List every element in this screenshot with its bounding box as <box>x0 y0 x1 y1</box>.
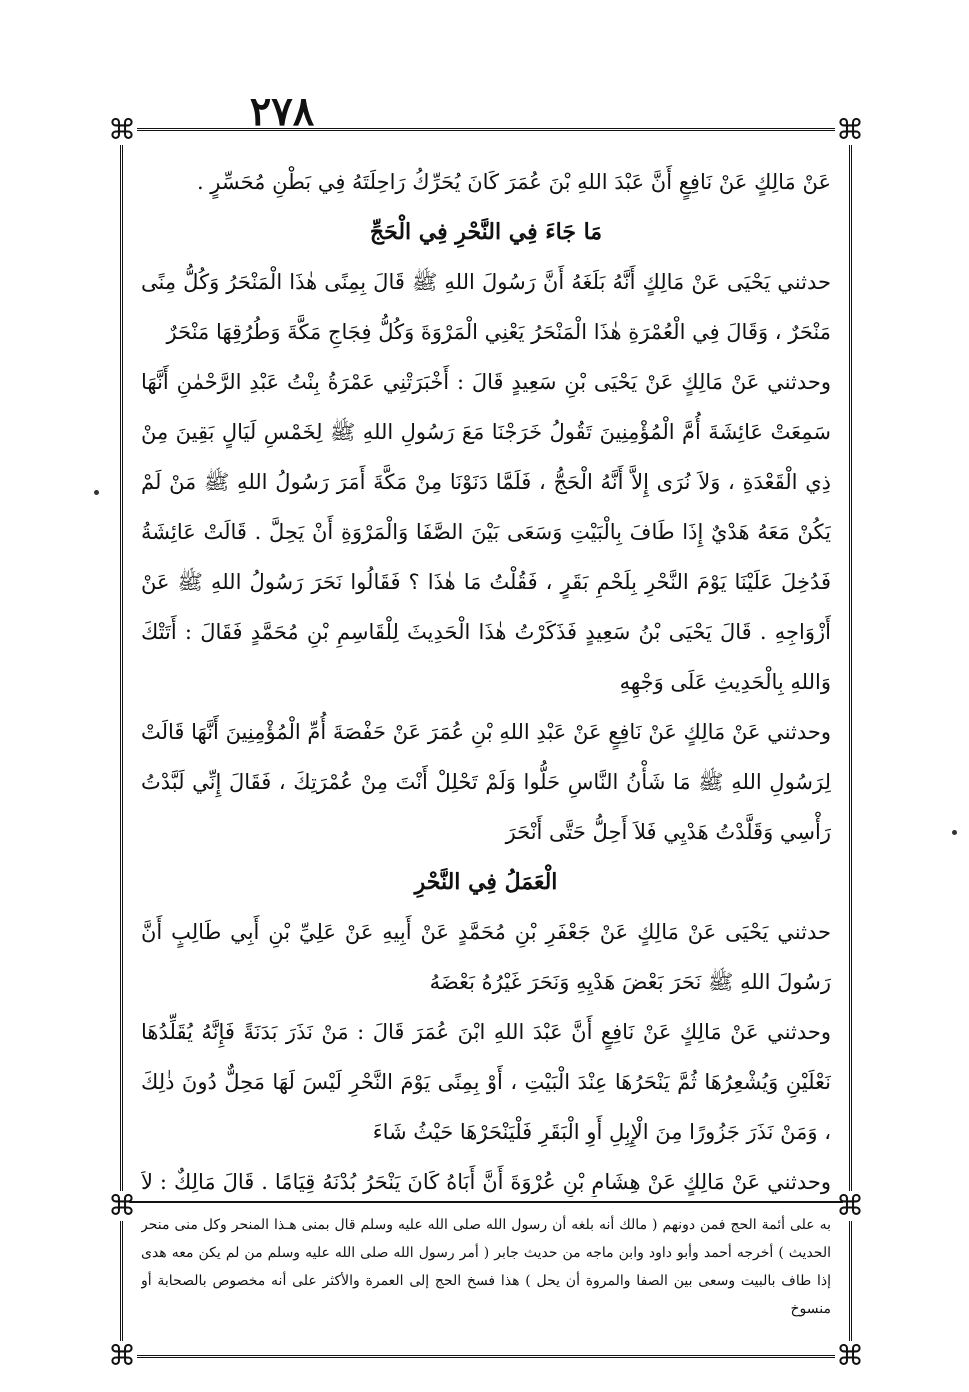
paragraph: حدثني يَحْيَى عَنْ مَالِكٍ أَنَّهُ بَلَغَهُ أَنَّ رَسُولَ اللهِ ﷺ قَالَ بِمِنًى هٰذَا الْمَنْحَرُ وَكُلُّ مِنًى مَنْحَرٌ ، وَقَالَ فِي الْعُمْرَةِ هٰذَا الْمَنْحَرُ يَعْنِي الْمَرْوَةَ وَكُلُّ فِجَاجِ مَكَّةَ وَطُرُقِهَا مَنْحَرٌ <box>141 270 831 344</box>
paragraph: وحدثني عَنْ مَالِكٍ عَنْ هِشَامِ بْنِ عُرْوَةَ أَنَّ أَبَاهُ كَانَ يَنْحَرُ بُدْنَهُ قِيَامًا . قَالَ مَالِكٌ : لاَ <box>141 1170 831 1194</box>
paragraph: وحدثني عَنْ مَالِكٍ عَنْ نَافِعٍ عَنْ عَبْدِ اللهِ بْنِ عُمَرَ عَنْ حَفْصَةَ أُمِّ الْمُؤْمِنِينَ أَنَّهَا قَالَتْ لِرَسُولِ اللهِ ﷺ مَا شَأْنُ النَّاسِ حَلُّوا وَلَمْ تَحْلِلْ أَنْتَ مِنْ عُمْرَتِكَ ، فَقَالَ إِنِّي لَبَّدْتُ رَأْسِي وَقَلَّدْتُ هَدْيِي فَلاَ أَحِلُّ حَتَّى أَنْحَرَ <box>141 720 831 844</box>
scan-speck <box>94 490 99 495</box>
page-frame <box>108 113 864 1372</box>
paragraph: عَنْ مَالِكٍ عَنْ نَافِعٍ أَنَّ عَبْدَ اللهِ بْنَ عُمَرَ كَانَ يُحَرِّكُ رَاحِلَتَهُ فِي بَطْنِ مُحَسِّرٍ . <box>196 170 831 194</box>
corner-ornament-icon: ⌘ <box>836 113 864 146</box>
paragraph: وحدثني عَنْ مَالِكٍ عَنْ نَافِعٍ أَنَّ عَبْدَ اللهِ ابْنَ عُمَرَ قَالَ : مَنْ نَذَرَ بَدَنَةً فَإِنَّهُ يُقَلِّدُهَا نَعْلَيْنِ وَيُشْعِرُهَا ثُمَّ يَنْحَرُهَا عِنْدَ الْبَيْتِ ، أَوْ بِمِنًى يَوْمَ النَّحْرِ لَيْسَ لَهَا مَحِلٌّ دُونَ ذٰلِكَ ، وَمَنْ نَذَرَ جَزُورًا مِنَ الْإِبِلِ أَوِ الْبَقَرِ فَلْيَنْحَرْهَا حَيْثُ شَاءَ <box>141 1020 831 1144</box>
page-number: ٢٧٨ <box>249 88 315 135</box>
paragraph: وحدثني عَنْ مَالِكٍ عَنْ يَحْيَى بْنِ سَعِيدٍ قَالَ : أَخْبَرَتْنِي عَمْرَةُ بِنْتُ عَبْدِ الرَّحْمٰنِ أَنَّهَا سَمِعَتْ عَائِشَةَ أُمَّ الْمُؤْمِنِينَ تَقُولُ خَرَجْنَا مَعَ رَسُولِ اللهِ ﷺ لِخَمْسِ لَيَالٍ بَقِينَ مِنْ ذِي الْقَعْدَةِ ، وَلاَ نُرَى إِلاَّ أَنَّهُ الْحَجُّ ، فَلَمَّا دَنَوْنَا مِنْ مَكَّةَ أَمَرَ رَسُولُ اللهِ ﷺ مَنْ لَمْ يَكُنْ مَعَهُ هَدْيٌ إِذَا طَافَ بِالْبَيْتِ وَسَعَى بَيْنَ الصَّفَا وَالْمَرْوَةِ أَنْ يَحِلَّ . قَالَتْ عَائِشَةُ فَدُخِلَ عَلَيْنَا يَوْمَ النَّحْرِ بِلَحْمِ بَقَرٍ ، فَقُلْتُ مَا هٰذَا ؟ فَقَالُوا نَحَرَ رَسُولُ اللهِ ﷺ عَنْ أَزْوَاجِهِ . قَالَ يَحْيَى بْنُ سَعِيدٍ فَذَكَرْتُ هٰذَا الْحَدِيثَ لِلْقَاسِمِ بْنِ مُحَمَّدٍ فَقَالَ : أَتَتْكَ وَاللهِ بِالْحَدِيثِ عَلَى وَجْهِهِ <box>141 370 831 694</box>
section-heading: الْعَمَلُ فِي النَّحْرِ <box>414 869 558 895</box>
corner-ornament-icon: ⌘ <box>108 1339 136 1372</box>
corner-ornament-icon: ⌘ <box>108 113 136 146</box>
divider-ornament-icon: ⌘ <box>108 1189 136 1222</box>
paragraph: حدثني يَحْيَى عَنْ مَالِكٍ عَنْ جَعْفَرِ بْنِ مُحَمَّدٍ عَنْ أَبِيهِ عَنْ عَلِيِّ بْنِ أَبِي طَالِبٍ أَنَّ رَسُولَ اللهِ ﷺ نَحَرَ بَعْضَ هَدْيِهِ وَنَحَرَ غَيْرُهُ بَعْضَهُ <box>141 920 831 994</box>
section-heading: مَا جَاءَ فِي النَّحْرِ فِي الْحَجِّ <box>369 219 603 245</box>
footnote-divider <box>129 1201 843 1203</box>
divider-ornament-icon: ⌘ <box>836 1189 864 1222</box>
footnote: به على أئمة الحج فمن دونهم ( مالك أنه بلغه أن رسول الله صلى الله عليه وسلم قال بمنى هـذا المنحر وكل منى منحر الحديث ) أخرجه أحمد وأبو داود وابن ماجه من حديث جابر ( أمر رسول الله صلى الله عليه وسلم من لم يكن معه هدى إذا طاف بالبيت وسعى بين الصفا والمروة أن يحل ) هذا فسخ الحج إلى العمرة والأكثر على أنه مخصوص بالصحابة أو منسوخ <box>141 1217 831 1317</box>
main-text <box>141 157 831 1197</box>
corner-ornament-icon: ⌘ <box>836 1339 864 1372</box>
scan-speck <box>952 830 957 835</box>
